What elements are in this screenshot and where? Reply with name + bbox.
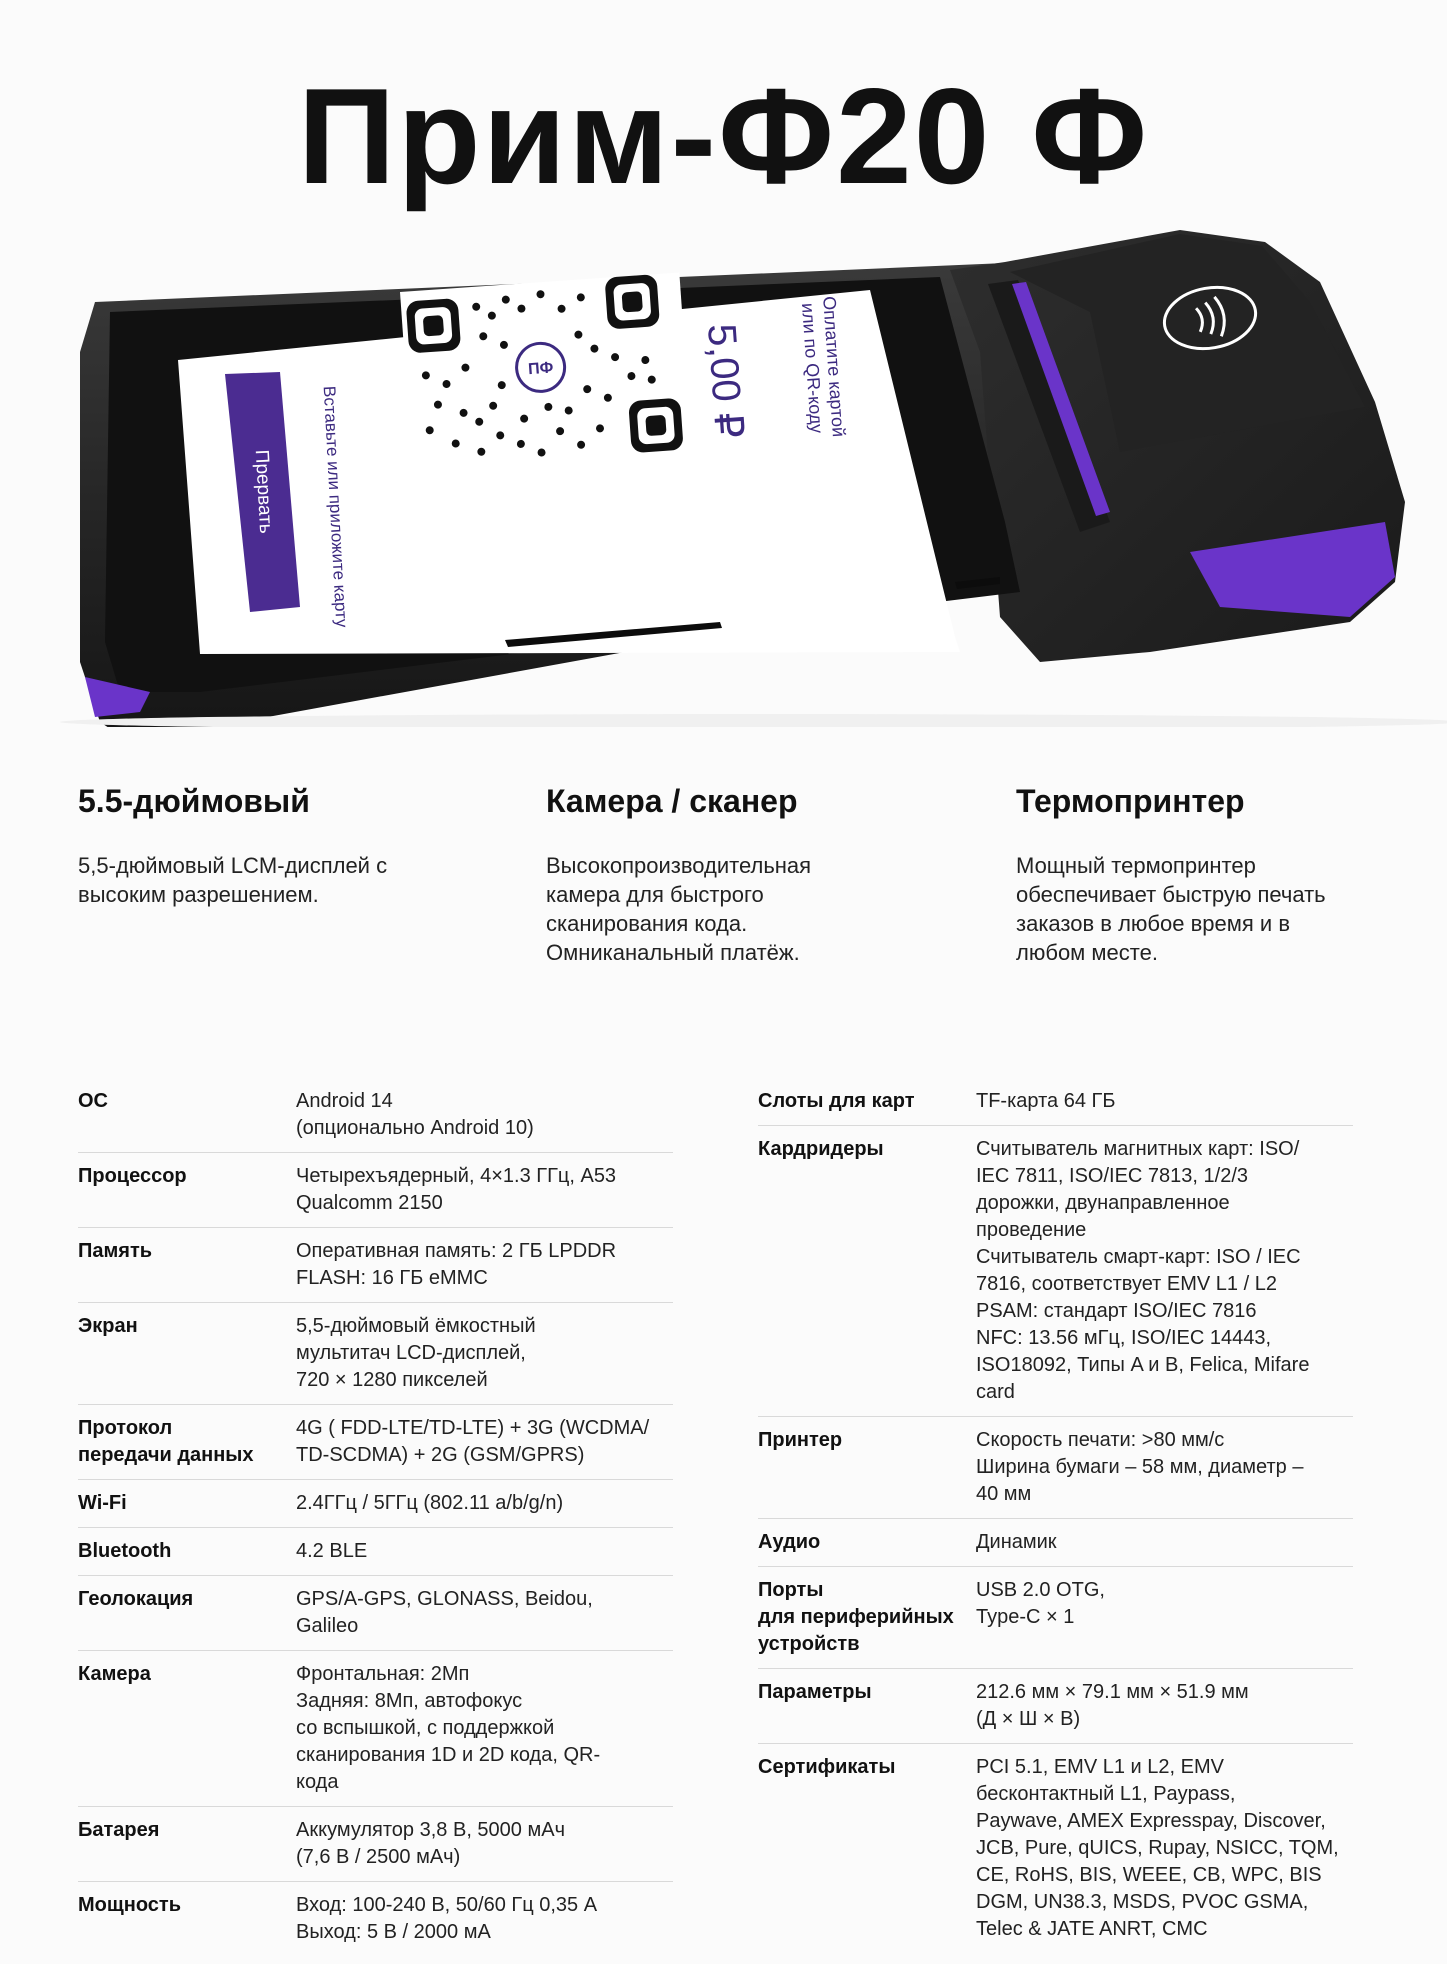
spec-value: Скорость печати: >80 мм/с Ширина бумаги – 58 мм, диаметр – 40 мм xyxy=(976,1429,1304,1505)
spec-key: Камера xyxy=(78,1663,151,1685)
spec-row-audio xyxy=(758,1519,1353,1567)
spec-value: GPS/A-GPS, GLONASS, Beidou, Galileo xyxy=(296,1588,593,1637)
feature-title: Камера / сканер xyxy=(546,783,798,819)
spec-key: Порты для периферийных устройств xyxy=(758,1579,954,1655)
feature-text: Высокопроизводительная камера для быстрого сканирования кода. Омниканальный платёж. xyxy=(546,853,812,966)
spec-row-ports xyxy=(758,1567,1353,1669)
spec-key: Процессор xyxy=(78,1165,187,1187)
spec-key: Параметры xyxy=(758,1681,872,1703)
cancel-button-label: Прервать xyxy=(250,449,277,535)
spec-row-dimensions xyxy=(758,1669,1353,1744)
spec-value: Android 14 (опционально Android 10) xyxy=(296,1090,534,1139)
feature-display xyxy=(78,784,478,909)
spec-value: Оперативная память: 2 ГБ LPDDR FLASH: 16 ГБ eMMC xyxy=(296,1240,617,1289)
spec-key: Bluetooth xyxy=(78,1540,172,1562)
specs-table-left xyxy=(78,1078,673,1956)
spec-row-memory xyxy=(78,1228,673,1303)
spec-value: Считыватель магнитных карт: ISO/ IEC 7811, ISO/IEC 7813, 1/2/3 дорожки, двунаправленное проведение Считыватель смарт-карт: ISO / IEC 7816, соответствует EMV L1 / L2 PSAM: стандарт ISO/IEC 7816 NFC: 13.56 мГц, ISO/IEC 14443, ISO18092, Типы A и B, Felica, Mifare card xyxy=(976,1138,1310,1403)
spec-value: TF-карта 64 ГБ xyxy=(976,1090,1116,1112)
spec-row-battery xyxy=(78,1807,673,1882)
spec-value: 4.2 BLE xyxy=(296,1540,368,1562)
spec-value: USB 2.0 OTG, Type-C × 1 xyxy=(976,1579,1105,1628)
pay-prompt-text: Оплатите картойили по QR-коду xyxy=(797,295,849,438)
spec-key: Принтер xyxy=(758,1429,843,1451)
spec-row-wifi xyxy=(78,1480,673,1528)
spec-row-certificates xyxy=(758,1744,1353,1953)
qr-code xyxy=(400,272,692,471)
spec-key: Батарея xyxy=(78,1819,160,1841)
spec-row-protocol xyxy=(78,1405,673,1480)
spec-key: ОС xyxy=(78,1090,108,1112)
spec-key: Экран xyxy=(78,1315,138,1337)
spec-key: Мощность xyxy=(78,1894,181,1916)
spec-row-os xyxy=(78,1078,673,1153)
feature-text: Мощный термопринтер обеспечивает быструю печать заказов в любое время и в любом месте. xyxy=(1016,853,1326,966)
spec-key: Память xyxy=(78,1240,153,1262)
amount-text: 5,00 ₽ xyxy=(699,322,751,440)
pos-terminal-illustration xyxy=(0,222,1447,727)
spec-key: Аудио xyxy=(758,1531,821,1553)
spec-row-card-readers xyxy=(758,1126,1353,1417)
spec-key: Сертификаты xyxy=(758,1756,896,1778)
spec-key: Кардридеры xyxy=(758,1138,884,1160)
feature-text: 5,5-дюймовый LCM-дисплей с высоким разрешением. xyxy=(78,853,388,908)
feature-printer xyxy=(1016,784,1416,967)
feature-title: Термопринтер xyxy=(1016,783,1245,819)
spec-row-screen xyxy=(78,1303,673,1405)
feature-title: 5.5-дюймовый xyxy=(78,783,310,819)
spec-value: 2.4ГГц / 5ГГц (802.11 a/b/g/n) xyxy=(296,1492,564,1514)
spec-value: Фронтальная: 2Мп Задняя: 8Мп, автофокус со вспышкой, с поддержкой сканирования 1D и 2D кода, QR- кода xyxy=(296,1663,601,1793)
spec-key: Wi-Fi xyxy=(78,1492,127,1514)
spec-key: Геолокация xyxy=(78,1588,194,1610)
spec-value: Динамик xyxy=(976,1531,1057,1553)
spec-row-cpu xyxy=(78,1153,673,1228)
specs-table-right xyxy=(758,1078,1353,1953)
spec-value: 4G ( FDD-LTE/TD-LTE) + 3G (WCDMA/ TD-SCDMA) + 2G (GSM/GPRS) xyxy=(296,1417,650,1466)
spec-row-geolocation xyxy=(78,1576,673,1651)
spec-value: 212.6 мм × 79.1 мм × 51.9 мм (Д × Ш × В) xyxy=(976,1681,1249,1730)
spec-row-camera xyxy=(78,1651,673,1807)
qr-logo: ПФ xyxy=(527,359,554,379)
spec-value: Аккумулятор 3,8 В, 5000 мАч (7,6 В / 2500 мАч) xyxy=(296,1819,565,1868)
spec-row-power xyxy=(78,1882,673,1956)
spec-row-card-slots xyxy=(758,1078,1353,1126)
spec-row-printer xyxy=(758,1417,1353,1519)
spec-value: PCI 5.1, EMV L1 и L2, EMV бесконтактный L1, Paypass, Paywave, AMEX Expresspay, Discover, JCB, Pure, qUICS, Rupay, NSICC, TQM, CE, RoHS, BIS, WEEE, CB, WPC, BIS DGM, UN38.3, MSDS, PVOC GSMA, Telec & JATE ANRT, CMC xyxy=(976,1756,1339,1940)
page-title: Прим-Ф20 Ф xyxy=(297,60,1150,212)
insert-card-text: Вставьте или приложите карту xyxy=(319,385,352,628)
spec-value: Вход: 100-240 В, 50/60 Гц 0,35 А Выход: 5 В / 2000 мА xyxy=(296,1894,598,1943)
spec-value: Четырехъядерный, 4×1.3 ГГц, А53 Qualcomm 2150 xyxy=(296,1165,617,1214)
feature-camera xyxy=(546,784,946,967)
spec-row-bluetooth xyxy=(78,1528,673,1576)
spec-key: Слоты для карт xyxy=(758,1090,915,1112)
spec-key: Протокол передачи данных xyxy=(78,1417,254,1466)
spec-value: 5,5-дюймовый ёмкостный мультитач LCD-дисплей, 720 × 1280 пикселей xyxy=(296,1315,536,1391)
